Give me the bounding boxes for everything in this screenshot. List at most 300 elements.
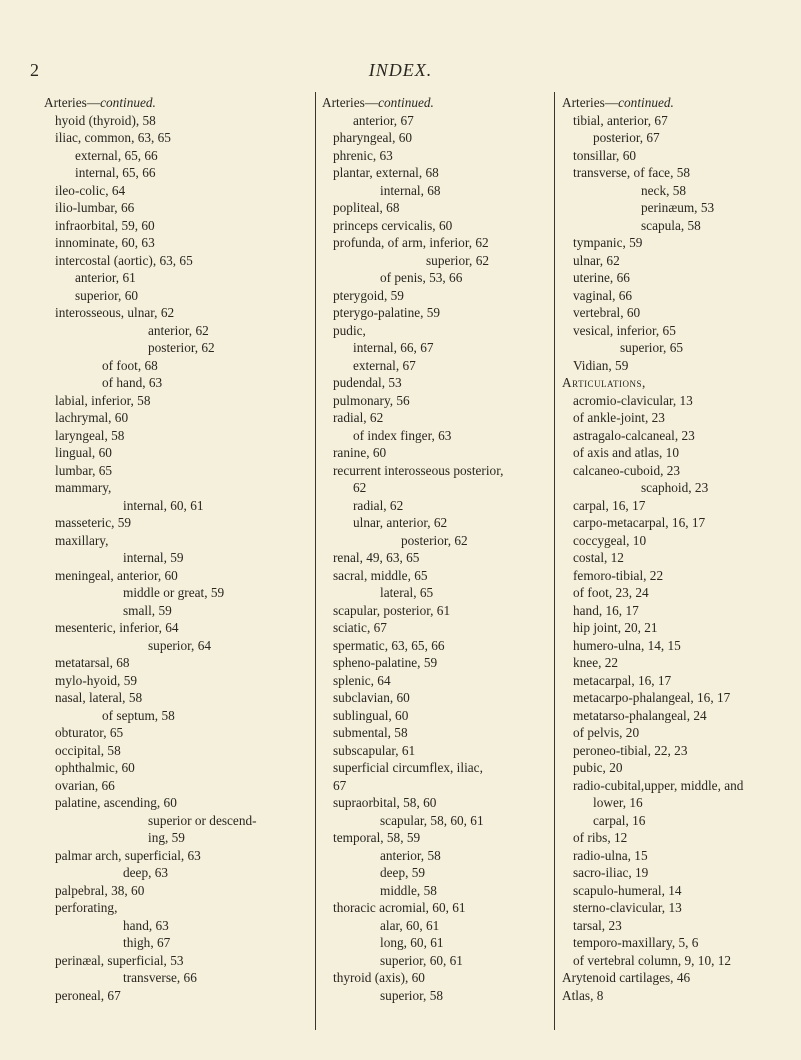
index-entry bbox=[562, 812, 790, 830]
entry-text: anterior, 58 bbox=[380, 847, 441, 863]
index-entry bbox=[44, 969, 314, 987]
entry-text: princeps cervicalis, 60 bbox=[333, 217, 453, 233]
entry-text: of foot, 23, 24 bbox=[573, 585, 649, 600]
index-entry bbox=[322, 164, 554, 182]
index-column-3 bbox=[562, 94, 790, 1004]
entry-text: costal, 12 bbox=[573, 550, 624, 565]
entry-text: carpo-metacarpal, 16, 17 bbox=[573, 515, 706, 530]
entry-text: vertebral, 60 bbox=[573, 305, 641, 320]
index-entry bbox=[562, 514, 790, 532]
entry-text: of vertebral column, 9, 10, 12 bbox=[573, 952, 732, 968]
index-entry bbox=[322, 112, 554, 130]
entry-text: popliteal, 68 bbox=[333, 200, 400, 215]
index-entry bbox=[562, 689, 790, 707]
index-entry bbox=[562, 234, 790, 252]
index-entry bbox=[562, 164, 790, 182]
entry-text: hyoid (thyroid), 58 bbox=[55, 112, 156, 128]
entry-text: radio-ulna, 15 bbox=[573, 847, 648, 863]
index-entry bbox=[322, 899, 554, 917]
entry-text: pubic, 20 bbox=[573, 760, 623, 775]
entry-text: mylo-hyoid, 59 bbox=[55, 672, 137, 688]
index-entry bbox=[562, 777, 790, 795]
entry-text: temporal, 58, 59 bbox=[333, 830, 421, 845]
entry-text: posterior, 67 bbox=[593, 130, 660, 145]
index-entry bbox=[562, 549, 790, 567]
entry-text: occipital, 58 bbox=[55, 742, 121, 758]
index-entry bbox=[562, 654, 790, 672]
entry-text: radial, 62 bbox=[333, 410, 384, 425]
entry-text: small, 59 bbox=[123, 602, 172, 618]
entry-text: sacral, middle, 65 bbox=[333, 567, 428, 583]
index-entry bbox=[322, 462, 554, 480]
entry-text: recurrent interosseous posterior, bbox=[333, 462, 504, 478]
index-entry bbox=[44, 374, 314, 392]
index-entry bbox=[44, 164, 314, 182]
index-entry bbox=[322, 392, 554, 410]
index-entry bbox=[322, 374, 554, 392]
index-entry bbox=[562, 899, 790, 917]
entry-text: metacarpal, 16, 17 bbox=[573, 672, 672, 688]
entry-text: scapulo-humeral, 14 bbox=[573, 882, 682, 898]
index-entry bbox=[44, 532, 314, 550]
index-entry bbox=[562, 147, 790, 165]
entry-text: palmar arch, superficial, 63 bbox=[55, 847, 201, 863]
index-entry bbox=[322, 794, 554, 812]
entry-text: neck, 58 bbox=[641, 182, 687, 198]
index-entry bbox=[562, 304, 790, 322]
index-entry bbox=[44, 339, 314, 357]
index-entry bbox=[562, 392, 790, 410]
entry-text: superficial circumflex, iliac, bbox=[333, 760, 483, 775]
index-entry bbox=[44, 479, 314, 497]
entry-text: ulnar, anterior, 62 bbox=[353, 515, 448, 530]
index-entry bbox=[44, 829, 314, 847]
index-entry bbox=[562, 357, 790, 375]
entry-text: perinæal, superficial, 53 bbox=[55, 952, 184, 968]
entry-text: scapular, 58, 60, 61 bbox=[380, 812, 484, 828]
entry-text: metatarso-phalangeal, 24 bbox=[573, 707, 707, 723]
entry-text: obturator, 65 bbox=[55, 725, 124, 740]
entry-text: perinæum, 53 bbox=[641, 200, 715, 215]
index-entry bbox=[322, 847, 554, 865]
continued-label: continued. bbox=[618, 95, 674, 110]
index-entry bbox=[322, 234, 554, 252]
index-entry bbox=[562, 672, 790, 690]
index-entry bbox=[44, 392, 314, 410]
index-entry bbox=[322, 479, 554, 497]
index-entry bbox=[322, 689, 554, 707]
entry-text: spheno-palatine, 59 bbox=[333, 655, 438, 670]
entry-text: radio-cubital,upper, middle, and bbox=[573, 777, 744, 793]
entry-text: calcaneo-cuboid, 23 bbox=[573, 462, 681, 478]
index-entry bbox=[322, 864, 554, 882]
entry-text: ranine, 60 bbox=[333, 445, 387, 460]
index-entry bbox=[44, 304, 314, 322]
entry-text: hand, 16, 17 bbox=[573, 602, 639, 618]
index-entry bbox=[44, 199, 314, 217]
index-entry bbox=[322, 917, 554, 935]
index-entry bbox=[44, 952, 314, 970]
index-entry bbox=[322, 532, 554, 550]
index-entry bbox=[44, 742, 314, 760]
entry-text: of foot, 68 bbox=[102, 357, 158, 373]
index-entry bbox=[322, 952, 554, 970]
index-entry bbox=[44, 269, 314, 287]
entry-text: spermatic, 63, 65, 66 bbox=[333, 637, 445, 653]
index-entry bbox=[44, 812, 314, 830]
entry-text: uterine, 66 bbox=[573, 270, 630, 285]
index-entry bbox=[44, 672, 314, 690]
entry-text: superior or descend- bbox=[148, 812, 257, 828]
index-entry bbox=[322, 252, 554, 270]
index-entry bbox=[322, 812, 554, 830]
entry-text: radial, 62 bbox=[353, 497, 404, 513]
entry-text: superior, 60 bbox=[75, 287, 138, 303]
entry-text: alar, 60, 61 bbox=[380, 917, 440, 933]
entry-text: external, 67 bbox=[353, 357, 416, 373]
entry-text: peroneal, 67 bbox=[55, 987, 121, 1003]
entry-text: infraorbital, 59, 60 bbox=[55, 217, 155, 233]
entry-text: tibial, anterior, 67 bbox=[573, 112, 668, 128]
entry-text: palpebral, 38, 60 bbox=[55, 882, 145, 898]
index-entry bbox=[322, 969, 554, 987]
entry-text: superior, 64 bbox=[148, 637, 211, 653]
entry-text: anterior, 67 bbox=[353, 112, 414, 128]
entry-text: anterior, 61 bbox=[75, 270, 136, 285]
index-entry bbox=[562, 532, 790, 550]
entry-text: Arytenoid cartilages, 46 bbox=[562, 970, 691, 985]
index-entry bbox=[322, 882, 554, 900]
index-entry bbox=[44, 724, 314, 742]
index-entry bbox=[562, 619, 790, 637]
index-entry bbox=[322, 514, 554, 532]
entry-text: interosseous, ulnar, 62 bbox=[55, 305, 175, 320]
continued-label: continued. bbox=[100, 95, 156, 110]
entry-text: pulmonary, 56 bbox=[333, 392, 410, 408]
index-entry bbox=[562, 199, 790, 217]
index-entry bbox=[562, 637, 790, 655]
entry-text: intercostal (aortic), 63, 65 bbox=[55, 252, 193, 268]
entry-text: of pelvis, 20 bbox=[573, 725, 640, 740]
index-entry bbox=[562, 794, 790, 812]
entry-text: sterno-clavicular, 13 bbox=[573, 900, 682, 915]
index-entry bbox=[322, 182, 554, 200]
entry-text: knee, 22 bbox=[573, 655, 619, 670]
index-entry bbox=[44, 514, 314, 532]
index-entry bbox=[562, 269, 790, 287]
entry-text: thoracic acromial, 60, 61 bbox=[333, 900, 466, 915]
entry-text: vesical, inferior, 65 bbox=[573, 322, 676, 338]
entry-text: internal, 65, 66 bbox=[75, 165, 156, 180]
index-entry bbox=[322, 427, 554, 445]
entry-text: of axis and atlas, 10 bbox=[573, 445, 679, 460]
column-divider bbox=[315, 92, 316, 1030]
entry-text: of ribs, 12 bbox=[573, 830, 628, 845]
index-entry bbox=[322, 567, 554, 585]
index-entry bbox=[322, 777, 554, 795]
index-entry bbox=[322, 724, 554, 742]
entry-text: phrenic, 63 bbox=[333, 147, 393, 163]
index-entry bbox=[562, 742, 790, 760]
index-entry bbox=[322, 637, 554, 655]
index-heading bbox=[44, 94, 314, 112]
entry-text: hip joint, 20, 21 bbox=[573, 620, 658, 635]
entry-text: iliac, common, 63, 65 bbox=[55, 130, 171, 145]
entry-text: carpal, 16, 17 bbox=[573, 497, 646, 513]
index-entry bbox=[322, 672, 554, 690]
entry-text: plantar, external, 68 bbox=[333, 165, 439, 180]
entry-text: Vidian, 59 bbox=[573, 357, 629, 373]
entry-text: of septum, 58 bbox=[102, 707, 175, 723]
entry-text: superior, 62 bbox=[426, 252, 489, 268]
index-entry bbox=[44, 707, 314, 725]
index-entry bbox=[562, 584, 790, 602]
entry-text: ulnar, 62 bbox=[573, 252, 620, 268]
index-entry bbox=[322, 444, 554, 462]
index-entry bbox=[562, 882, 790, 900]
entry-text: scapula, 58 bbox=[641, 217, 701, 233]
entry-text: anterior, 62 bbox=[148, 322, 209, 338]
index-entry bbox=[562, 917, 790, 935]
entry-text: submental, 58 bbox=[333, 725, 408, 740]
entry-text: Arteries— bbox=[562, 95, 619, 110]
index-entry bbox=[322, 217, 554, 235]
entry-text: of index finger, 63 bbox=[353, 427, 452, 443]
index-entry bbox=[322, 287, 554, 305]
entry-text: lower, 16 bbox=[593, 795, 643, 810]
entry-text: coccygeal, 10 bbox=[573, 532, 647, 548]
index-entry bbox=[322, 602, 554, 620]
page-number: 2 bbox=[30, 60, 39, 80]
entry-text: posterior, 62 bbox=[401, 532, 468, 548]
entry-text: mesenteric, inferior, 64 bbox=[55, 620, 179, 635]
index-entry bbox=[44, 847, 314, 865]
index-entry bbox=[44, 217, 314, 235]
entry-text: mammary, bbox=[55, 480, 112, 495]
entry-text: peroneo-tibial, 22, 23 bbox=[573, 742, 688, 758]
index-entry bbox=[322, 322, 554, 340]
entry-text: ovarian, 66 bbox=[55, 777, 115, 793]
index-heading bbox=[322, 94, 554, 112]
entry-text: ileo-colic, 64 bbox=[55, 182, 126, 198]
entry-text: pudendal, 53 bbox=[333, 375, 402, 390]
entry-text: supraorbital, 58, 60 bbox=[333, 795, 437, 810]
index-entry bbox=[562, 129, 790, 147]
entry-text: palatine, ascending, 60 bbox=[55, 795, 177, 810]
entry-text: Arteries— bbox=[322, 95, 379, 110]
entry-text: subscapular, 61 bbox=[333, 742, 416, 758]
entry-text: masseteric, 59 bbox=[55, 515, 132, 530]
index-entry bbox=[44, 794, 314, 812]
index-entry bbox=[44, 182, 314, 200]
index-entry bbox=[44, 602, 314, 620]
index-entry bbox=[562, 322, 790, 340]
index-entry bbox=[44, 899, 314, 917]
entry-text: subclavian, 60 bbox=[333, 690, 410, 705]
entry-text: external, 65, 66 bbox=[75, 147, 158, 163]
index-entry bbox=[44, 882, 314, 900]
index-entry bbox=[44, 462, 314, 480]
index-entry bbox=[44, 987, 314, 1005]
index-entry bbox=[562, 339, 790, 357]
index-entry bbox=[322, 584, 554, 602]
index-entry bbox=[322, 147, 554, 165]
index-entry bbox=[322, 409, 554, 427]
entry-text: lateral, 65 bbox=[380, 585, 434, 600]
index-entry bbox=[44, 357, 314, 375]
entry-text: maxillary, bbox=[55, 532, 109, 548]
entry-text: acromio-clavicular, 13 bbox=[573, 392, 693, 408]
index-entry bbox=[322, 934, 554, 952]
index-entry bbox=[562, 462, 790, 480]
index-entry bbox=[562, 112, 790, 130]
entry-text: sacro-iliac, 19 bbox=[573, 865, 649, 880]
index-entry bbox=[44, 619, 314, 637]
index-entry bbox=[44, 637, 314, 655]
index-entry bbox=[44, 864, 314, 882]
entry-text: ilio-lumbar, 66 bbox=[55, 200, 135, 215]
entry-text: hand, 63 bbox=[123, 917, 169, 933]
index-entry bbox=[44, 759, 314, 777]
index-entry bbox=[44, 322, 314, 340]
entry-text: transverse, 66 bbox=[123, 970, 197, 985]
index-entry bbox=[562, 287, 790, 305]
entry-text: middle or great, 59 bbox=[123, 585, 225, 600]
index-entry bbox=[322, 199, 554, 217]
entry-text: of penis, 53, 66 bbox=[380, 270, 463, 285]
index-entry bbox=[562, 409, 790, 427]
entry-text: ing, 59 bbox=[148, 830, 185, 845]
entry-text: splenic, 64 bbox=[333, 672, 391, 688]
entry-text: of ankle-joint, 23 bbox=[573, 410, 665, 425]
index-entry bbox=[562, 497, 790, 515]
index-entry bbox=[562, 864, 790, 882]
entry-text: laryngeal, 58 bbox=[55, 427, 125, 443]
index-entry bbox=[44, 654, 314, 672]
index-column-2 bbox=[322, 94, 554, 1004]
entry-text: thigh, 67 bbox=[123, 935, 171, 950]
index-entry bbox=[44, 497, 314, 515]
index-entry bbox=[322, 129, 554, 147]
entry-text: metacarpo-phalangeal, 16, 17 bbox=[573, 690, 731, 705]
index-entry bbox=[322, 742, 554, 760]
entry-text: deep, 63 bbox=[123, 865, 169, 880]
index-entry bbox=[562, 217, 790, 235]
entry-text: humero-ulna, 14, 15 bbox=[573, 637, 681, 653]
index-entry bbox=[44, 147, 314, 165]
entry-text: superior, 58 bbox=[380, 987, 443, 1003]
entry-text: scaphoid, 23 bbox=[641, 480, 709, 495]
index-entry bbox=[562, 602, 790, 620]
entry-text: lumbar, 65 bbox=[55, 462, 113, 478]
entry-text: deep, 59 bbox=[380, 865, 426, 880]
index-entry bbox=[562, 952, 790, 970]
index-entry bbox=[562, 934, 790, 952]
entry-text: tonsillar, 60 bbox=[573, 147, 636, 163]
entry-text: tarsal, 23 bbox=[573, 917, 622, 933]
index-entry bbox=[562, 707, 790, 725]
index-entry bbox=[562, 479, 790, 497]
index-column-1 bbox=[44, 94, 314, 1004]
column-divider bbox=[554, 92, 555, 1030]
entry-text: metatarsal, 68 bbox=[55, 655, 130, 670]
entry-text: renal, 49, 63, 65 bbox=[333, 550, 420, 565]
index-entry bbox=[44, 777, 314, 795]
index-entry bbox=[562, 759, 790, 777]
entry-text: Atlas, 8 bbox=[562, 987, 604, 1003]
entry-text: profunda, of arm, inferior, 62 bbox=[333, 235, 489, 250]
index-entry bbox=[322, 339, 554, 357]
entry-text: sublingual, 60 bbox=[333, 707, 409, 723]
entry-text: scapular, posterior, 61 bbox=[333, 602, 451, 618]
entry-text: labial, inferior, 58 bbox=[55, 392, 151, 408]
index-entry bbox=[562, 829, 790, 847]
entry-text: meningeal, anterior, 60 bbox=[55, 567, 178, 583]
index-entry bbox=[562, 444, 790, 462]
entry-text: femoro-tibial, 22 bbox=[573, 567, 664, 583]
entry-text: middle, 58 bbox=[380, 882, 437, 898]
index-entry bbox=[44, 129, 314, 147]
index-entry bbox=[322, 619, 554, 637]
entry-text: lingual, 60 bbox=[55, 445, 112, 460]
entry-text: internal, 68 bbox=[380, 182, 441, 198]
index-entry bbox=[44, 234, 314, 252]
entry-text: pudic, bbox=[333, 322, 366, 338]
entry-text: 62 bbox=[353, 480, 367, 495]
index-entry bbox=[322, 304, 554, 322]
entry-text: carpal, 16 bbox=[593, 812, 646, 828]
entry-text: superior, 60, 61 bbox=[380, 952, 463, 968]
index-heading bbox=[562, 987, 790, 1005]
index-entry bbox=[44, 584, 314, 602]
index-entry bbox=[44, 112, 314, 130]
index-entry bbox=[322, 759, 554, 777]
entry-text: Articulations, bbox=[562, 375, 646, 390]
index-entry bbox=[322, 497, 554, 515]
index-entry bbox=[562, 724, 790, 742]
index-heading bbox=[562, 374, 790, 392]
index-entry bbox=[44, 444, 314, 462]
index-entry bbox=[322, 269, 554, 287]
index-entry bbox=[562, 427, 790, 445]
continued-label: continued. bbox=[378, 95, 434, 110]
index-entry bbox=[44, 252, 314, 270]
entry-text: sciatic, 67 bbox=[333, 620, 387, 635]
entry-text: transverse, of face, 58 bbox=[573, 165, 691, 180]
index-entry bbox=[322, 357, 554, 375]
index-heading bbox=[562, 969, 790, 987]
entry-text: tympanic, 59 bbox=[573, 235, 643, 250]
entry-text: posterior, 62 bbox=[148, 340, 215, 355]
entry-text: pterygoid, 59 bbox=[333, 287, 404, 303]
index-entry bbox=[44, 409, 314, 427]
running-head: INDEX. bbox=[368, 60, 433, 80]
index-entry bbox=[322, 707, 554, 725]
entry-text: of hand, 63 bbox=[102, 375, 163, 390]
entry-text: lachrymal, 60 bbox=[55, 410, 129, 425]
index-entry bbox=[44, 287, 314, 305]
entry-text: internal, 66, 67 bbox=[353, 340, 434, 355]
index-entry bbox=[322, 549, 554, 567]
entry-text: vaginal, 66 bbox=[573, 287, 633, 303]
index-entry bbox=[322, 654, 554, 672]
entry-text: long, 60, 61 bbox=[380, 935, 444, 950]
index-entry bbox=[44, 917, 314, 935]
index-entry bbox=[562, 847, 790, 865]
index-entry bbox=[322, 829, 554, 847]
entry-text: perforating, bbox=[55, 900, 118, 915]
entry-text: pterygo-palatine, 59 bbox=[333, 305, 441, 320]
